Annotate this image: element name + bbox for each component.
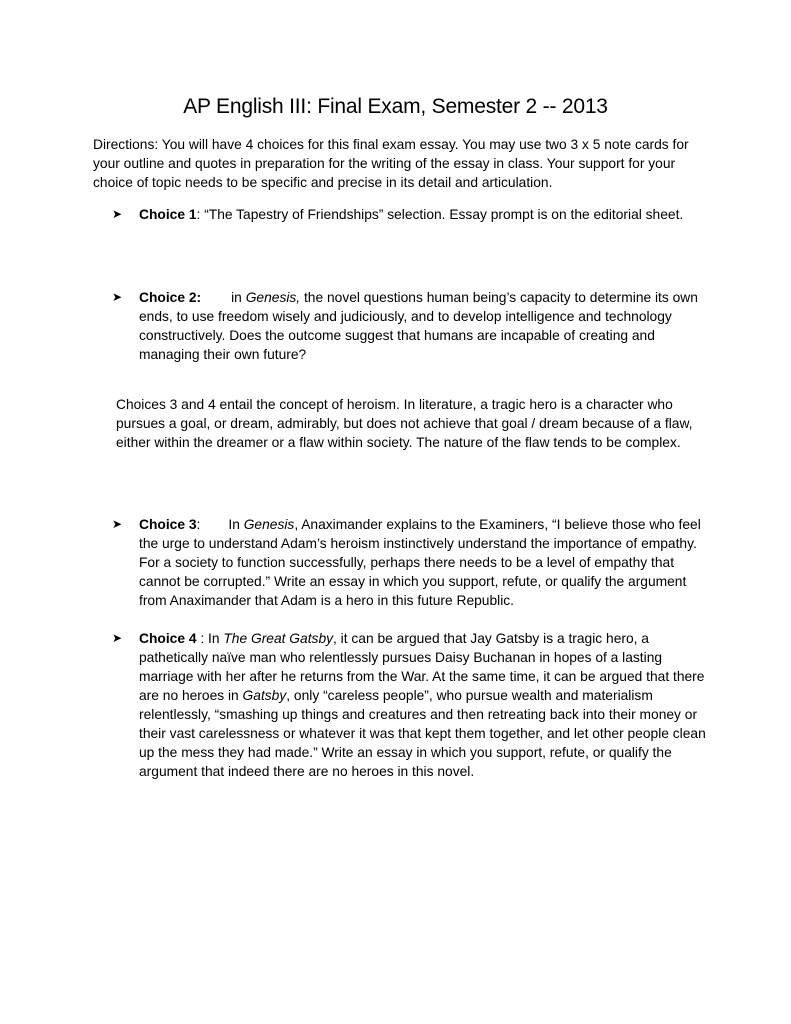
choice-2-label: Choice 2: (139, 290, 202, 305)
choice-4-body-1: , it can be argued that Jay Gatsby is a tragic hero, a pathetically naïve man who relentlessly pursues Daisy Buchanan in hopes of a lasting marriage with her after he returns from the War. At the same time, it can be argued that there are no heroes in (139, 631, 705, 703)
choice-2-text (139, 288, 712, 364)
choice-4-text (139, 629, 712, 781)
choice-1-text (139, 205, 712, 224)
choice-3-text (139, 515, 712, 610)
choice-3-label: Choice 3 (139, 517, 197, 532)
choice-3-pre: In (228, 517, 244, 532)
choice-4-body-2: , only “careless people”, who pursue wealth and materialism relentlessly, “smashing up things and creatures and then retreating back into their money or their vast carelessness or whatever it was that kept them together, and let other people clean up the mess they had made.” Write an essay in which you support, refute, or qualify the argument that indeed there are no heroes in this novel. (139, 688, 706, 779)
choice-1-label: Choice 1 (139, 207, 197, 222)
arrowhead-bullet-icon: ➤ (112, 631, 123, 645)
choice-4-italic-short-title: Gatsby (242, 688, 287, 703)
choice-4-pre: : In (196, 631, 224, 646)
choice-3-colon: : (196, 517, 201, 532)
choice-3-italic-title: Genesis (243, 517, 295, 532)
choice-3-body: , Anaximander explains to the Examiners, “I believe those who feel the urge to understand Adam’s heroism instinctively understand the importance of empathy. For a society to function successfully, perhaps there needs to be a level of empathy that cannot be corrupted.” Write an essay in which you support, refute, or qualify the argument from Anaximander that Adam is a hero in this future Republic. (139, 517, 701, 608)
choice-1-colon: : (196, 207, 201, 222)
directions-paragraph: Directions: You will have 4 choices for this final exam essay. You may use two 3 x 5 note cards for your outline and quotes in preparation for the writing of the essay in class. Your support for your choice of topic needs to be specific and precise in its detail and articulation. (93, 137, 689, 190)
choice-2-pre: in (231, 290, 246, 305)
choice-2-body: the novel questions human being’s capacity to determine its own ends, to use freedom wisely and judiciously, and to develop intelligence and technology constructively. Does the outcome suggest that humans are incapable of creating and managing their own future? (139, 290, 698, 362)
choice-1-body: “The Tapestry of Friendships” selection. Essay prompt is on the editorial sheet. (204, 207, 684, 222)
choice-4-label: Choice 4 (139, 631, 197, 646)
page-title: AP English III: Final Exam, Semester 2 -- 2013 (183, 95, 608, 118)
choice-2-italic-title: Genesis, (245, 290, 301, 305)
heroism-intro-paragraph: Choices 3 and 4 entail the concept of heroism. In literature, a tragic hero is a character who pursues a goal, or dream, admirably, but does not achieve that goal / dream because of a flaw, either within the dreamer or a flaw within society. The nature of the flaw tends to be complex. (116, 397, 693, 450)
arrowhead-bullet-icon: ➤ (112, 290, 123, 304)
arrowhead-bullet-icon: ➤ (112, 207, 123, 221)
choice-4-italic-title: The Great Gatsby (223, 631, 334, 646)
arrowhead-bullet-icon: ➤ (112, 517, 123, 531)
